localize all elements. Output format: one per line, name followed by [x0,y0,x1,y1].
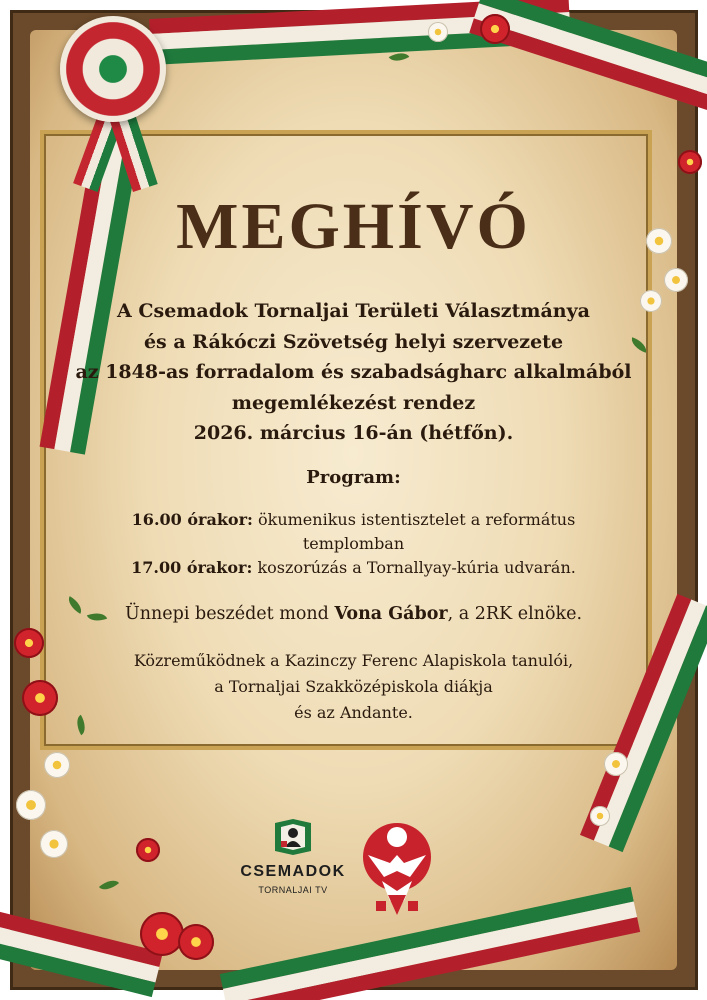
red-rose-icon [178,924,214,960]
intro-line: A Csemadok Tornaljai Területi Választmánya [117,300,590,322]
program-item [60,556,647,580]
csemadok-name: CSEMADOK [240,863,346,880]
event-date: 2026. március 16-án (hétfőn). [193,422,514,444]
contributors-text [60,648,647,726]
speech-suffix: , a 2RK elnöke. [447,603,583,624]
program-list [60,508,647,580]
red-rose-icon [678,150,702,174]
intro-line: az 1848-as forradalom és szabadságharc alkalmából [75,361,632,383]
cockade-icon [60,16,166,122]
white-flower-icon [428,22,448,42]
program-item-continuation: templomban [302,533,405,553]
csemadok-logo [238,815,348,915]
speech-line [60,604,647,624]
intro-line: és a Rákóczi Szövetség helyi szervezete [143,330,564,353]
contributors-line: a Tornaljai Szakközépiskola diákja [214,676,493,696]
white-flower-icon [44,752,70,778]
white-flower-icon [664,268,688,292]
white-flower-icon [604,752,628,776]
speaker-name: Vona Gábor [334,603,448,624]
intro-text [60,296,647,449]
program-time: 17.00 órakor: [131,557,253,577]
contributors-line: és az Andante. [294,702,413,722]
speech-prefix: Ünnepi beszédet mond [124,603,335,624]
program-item [60,508,647,532]
logos-row [0,815,707,925]
page-title: MEGHÍVÓ [176,190,531,263]
intro-line: megemlékezést rendez [231,391,476,414]
contributors-line: Közreműködnek a Kazinczy Ferenc Alapiskola tanulói, [133,650,574,670]
invitation-content [60,180,647,726]
white-flower-icon [646,228,672,254]
red-rose-icon [22,680,58,716]
csemadok-emblem-icon [271,815,315,859]
program-text: koszorúzás a Tornallyay-kúria udvarán. [252,557,576,577]
program-time: 16.00 órakor: [131,509,253,529]
program-heading: Program: [306,466,401,488]
rakoczi-logo-icon [360,815,434,921]
red-rose-icon [14,628,44,658]
red-rose-icon [480,14,510,44]
program-text: ökumenikus istentisztelet a református [252,509,576,529]
csemadok-subtitle: TORNALJAI TV [258,885,328,895]
